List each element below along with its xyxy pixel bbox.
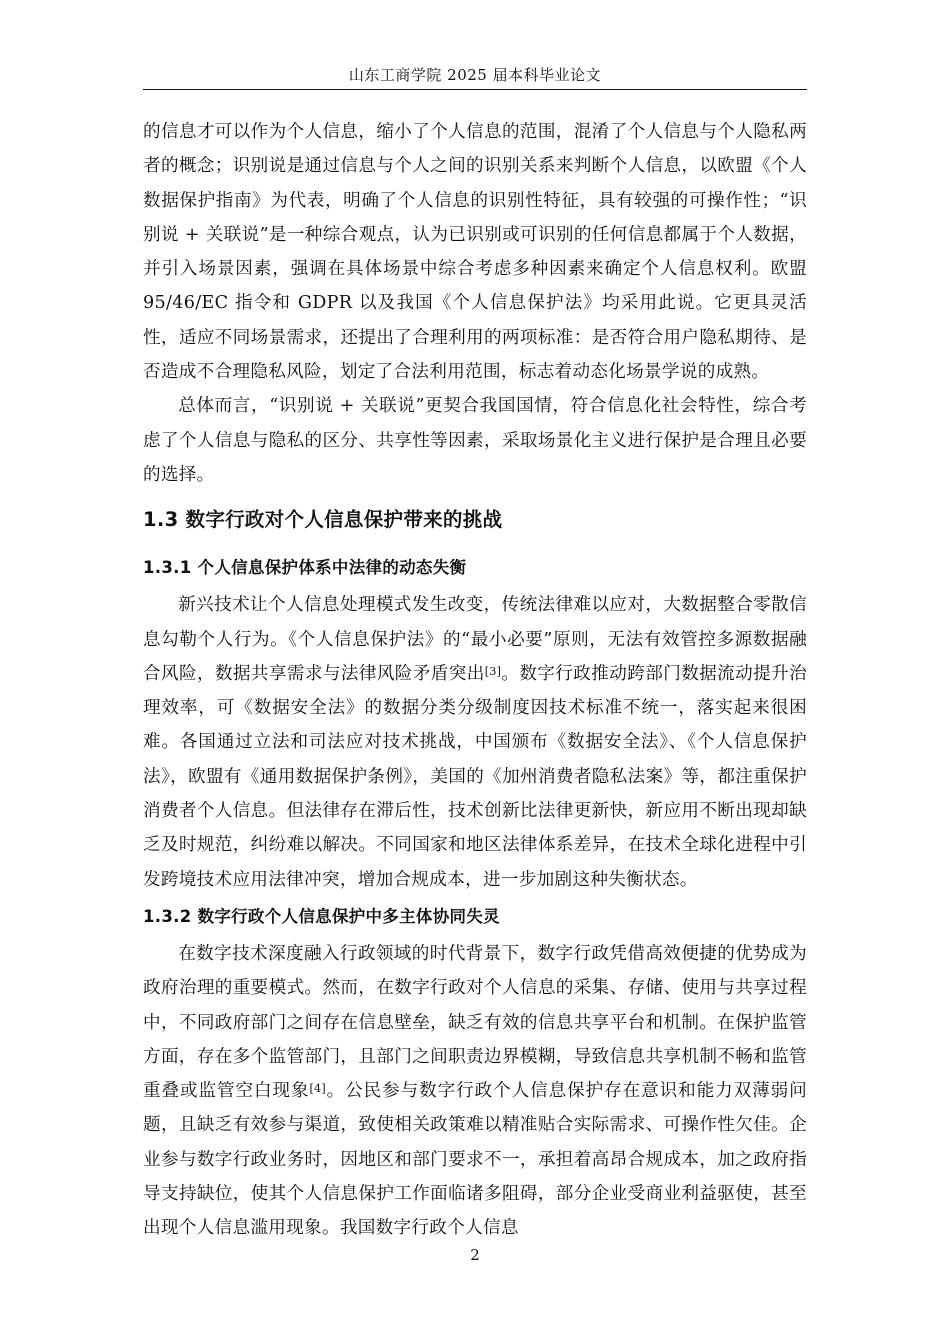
paragraph-text: 在数字技术深度融入行政领域的时代背景下，数字行政凭借高效便捷的优势成为政府治理的重要模式。然而，在数字行政对个人信息的采集、存储、使用与共享过程中，不同政府部门之间存在信息壁垒，缺乏有效的信息共享平台和机制。在保护监管方面，存在多个监管部门，且部门之间职责边界模糊，导致信息共享机制不畅和监管重叠或监管空白现象 [143,943,807,1102]
header-rule [143,89,807,90]
subsection-heading-1-3-2: 1.3.2 数字行政个人信息保护中多主体协同失灵 [143,906,500,926]
paragraph-text: 。数字行政推动跨部门数据流动提升治理效率，可《数据安全法》的数据分类分级制度因技术标准不统一，落实起来很困难。各国通过立法和司法应对技术挑战，中国颁布《数据安全法》、《个人信息保护法》，欧盟有《通用数据保护条例》，美国的《加州消费者隐私法案》等，都注重保护消费者个人信息。但法律存在滞后性，技术创新比法律更新快，新应用不断出现却缺乏及时规范，纠纷难以解决。不同国家和地区法律体系差异，在技术全球化进程中引发跨境技术应用法律冲突，增加合规成本，进一步加剧这种失衡状态。 [143,663,808,890]
body-content [143,115,807,1246]
paragraph-legal-imbalance [143,588,807,897]
paragraph-text: 。公民参与数字行政个人信息保护存在意识和能力双薄弱问题，且缺乏有效参与渠道，致使相关政策难以精准贴合实际需求、可操作性欠佳。企业参与数字行政业务时，因地区和部门要求不一，承担着高昂合规成本，加之政府指导支持缺位，使其个人信息保护工作面临诸多阻碍，部分企业受商业利益驱使，甚至出现个人信息滥用现象。我国数字行政个人信息 [143,1081,808,1239]
paragraph-text: 新兴技术让个人信息处理模式发生改变，传统法律难以应对，大数据整合零散信息勾勒个人行为。《个人信息保护法》的“最小必要”原则，无法有效管控多源数据融合风险，数据共享需求与法律风险矛盾突出 [143,595,807,684]
section-heading-1-3: 1.3 数字行政对个人信息保护带来的挑战 [143,508,503,532]
page-number: 2 [470,1246,480,1264]
paragraph-continued: 的信息才可以作为个人信息，缩小了个人信息的范围，混淆了个人信息与个人隐私两者的概念；识别说是通过信息与个人之间的识别关系来判断个人信息，以欧盟《个人数据保护指南》为代表，明确了个人信息的识别性特征，具有较强的可操作性；“识别说 + 关联说”是一种综合观点，认为已识别或可识别的任何信息都属于个人数据，并引入场景因素，强调在具体场景中综合考虑多种因素来确定个人信息权利。欧盟 95/46/EC 指令和 GDPR 以及我国《个人信息保护法》均采用此说。它更具灵活性，适应不同场景需求，还提出了合理利用的两项标准：是否符合用户隐私期待、是否造成不合理隐私风险，划定了合法利用范围，标志着动态化场景学说的成熟。 [143,122,807,383]
citation-ref-3[interactable]: [3] [484,664,502,678]
subsection-heading-1-3-1: 1.3.1 个人信息保护体系中法律的动态失衡 [143,558,467,578]
paragraph-coordination-failure [143,937,807,1246]
citation-ref-4[interactable]: [4] [309,1082,326,1096]
running-header: 山东工商学院 2025 届本科毕业论文 [348,66,602,84]
paragraph-summary: 总体而言，“识别说 + 关联说”更契合我国国情，符合信息化社会特性，综合考虑了个人信息与隐私的区分、共享性等因素，采取场景化主义进行保护是合理且必要的选择。 [143,396,807,485]
